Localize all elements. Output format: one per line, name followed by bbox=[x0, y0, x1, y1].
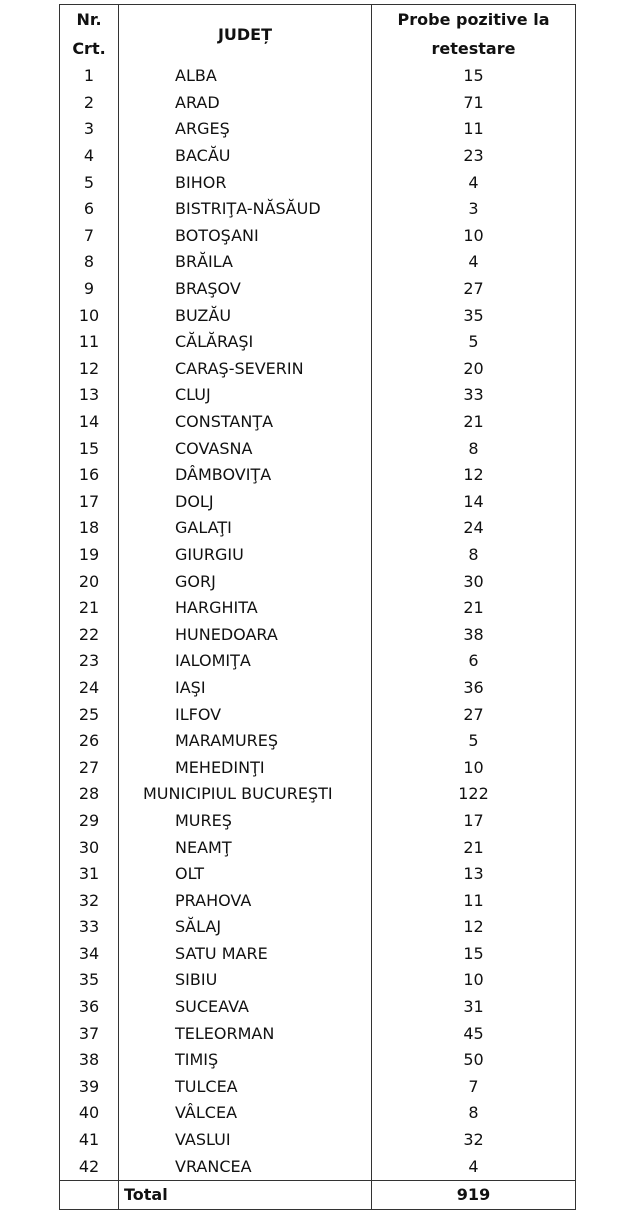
row-number: 2 bbox=[60, 90, 119, 117]
row-number: 6 bbox=[60, 196, 119, 223]
header-probe-pozitive: Probe pozitive la retestare bbox=[372, 5, 576, 64]
table-row bbox=[60, 887, 576, 914]
table-row bbox=[60, 675, 576, 702]
table-row bbox=[60, 223, 576, 250]
row-number: 32 bbox=[60, 887, 119, 914]
total-label: Total bbox=[119, 1180, 372, 1209]
county-name: IAŞI bbox=[119, 675, 372, 702]
positive-retest-count: 4 bbox=[372, 249, 576, 276]
table-row bbox=[60, 489, 576, 516]
table-row bbox=[60, 781, 576, 808]
table-row bbox=[60, 249, 576, 276]
row-number: 14 bbox=[60, 409, 119, 436]
positive-retest-count: 32 bbox=[372, 1127, 576, 1154]
county-name: CĂLĂRAŞI bbox=[119, 329, 372, 356]
row-number: 17 bbox=[60, 489, 119, 516]
county-name: GALAŢI bbox=[119, 515, 372, 542]
header-judet: JUDEȚ bbox=[119, 5, 372, 64]
positive-retest-count: 5 bbox=[372, 728, 576, 755]
positive-retest-count: 27 bbox=[372, 701, 576, 728]
county-name: MARAMUREŞ bbox=[119, 728, 372, 755]
table-row bbox=[60, 515, 576, 542]
total-nr-cell bbox=[60, 1180, 119, 1209]
table-row bbox=[60, 967, 576, 994]
county-name: BUZĂU bbox=[119, 302, 372, 329]
positive-retest-count: 8 bbox=[372, 542, 576, 569]
table-row bbox=[60, 462, 576, 489]
positive-retest-count: 36 bbox=[372, 675, 576, 702]
county-name: TIMIŞ bbox=[119, 1047, 372, 1074]
row-number: 22 bbox=[60, 621, 119, 648]
row-number: 1 bbox=[60, 63, 119, 90]
county-name: SĂLAJ bbox=[119, 914, 372, 941]
county-name: SATU MARE bbox=[119, 941, 372, 968]
positive-retest-count: 4 bbox=[372, 169, 576, 196]
positive-retest-count: 17 bbox=[372, 808, 576, 835]
table-row bbox=[60, 754, 576, 781]
county-name: DOLJ bbox=[119, 489, 372, 516]
county-name: PRAHOVA bbox=[119, 887, 372, 914]
county-name: CARAŞ-SEVERIN bbox=[119, 356, 372, 383]
positive-retest-count: 23 bbox=[372, 143, 576, 170]
county-name: CLUJ bbox=[119, 382, 372, 409]
row-number: 30 bbox=[60, 834, 119, 861]
positive-retest-count: 4 bbox=[372, 1153, 576, 1180]
county-name: OLT bbox=[119, 861, 372, 888]
county-name: IALOMIŢA bbox=[119, 648, 372, 675]
positive-retest-count: 10 bbox=[372, 967, 576, 994]
table-row bbox=[60, 169, 576, 196]
row-number: 3 bbox=[60, 116, 119, 143]
positive-retest-count: 3 bbox=[372, 196, 576, 223]
positive-retest-count: 13 bbox=[372, 861, 576, 888]
county-name: SIBIU bbox=[119, 967, 372, 994]
table-row bbox=[60, 409, 576, 436]
row-number: 9 bbox=[60, 276, 119, 303]
table-row bbox=[60, 1153, 576, 1180]
row-number: 37 bbox=[60, 1020, 119, 1047]
table-row bbox=[60, 1074, 576, 1101]
positive-retest-count: 14 bbox=[372, 489, 576, 516]
table-row bbox=[60, 382, 576, 409]
county-name: COVASNA bbox=[119, 435, 372, 462]
county-name: TULCEA bbox=[119, 1074, 372, 1101]
county-name: BACĂU bbox=[119, 143, 372, 170]
positive-retest-count: 27 bbox=[372, 276, 576, 303]
county-name: MEHEDINŢI bbox=[119, 754, 372, 781]
positive-retest-count: 20 bbox=[372, 356, 576, 383]
positive-retest-count: 15 bbox=[372, 941, 576, 968]
positive-retest-count: 33 bbox=[372, 382, 576, 409]
positive-retest-count: 10 bbox=[372, 754, 576, 781]
positive-retest-count: 21 bbox=[372, 409, 576, 436]
table-row bbox=[60, 143, 576, 170]
county-name: ARAD bbox=[119, 90, 372, 117]
row-number: 16 bbox=[60, 462, 119, 489]
positive-retest-count: 15 bbox=[372, 63, 576, 90]
row-number: 41 bbox=[60, 1127, 119, 1154]
row-number: 12 bbox=[60, 356, 119, 383]
positive-retest-count: 38 bbox=[372, 621, 576, 648]
positive-retest-count: 11 bbox=[372, 116, 576, 143]
county-name: ALBA bbox=[119, 63, 372, 90]
county-name: BOTOŞANI bbox=[119, 223, 372, 250]
county-name: ILFOV bbox=[119, 701, 372, 728]
positive-retest-count: 50 bbox=[372, 1047, 576, 1074]
positive-retest-count: 10 bbox=[372, 223, 576, 250]
row-number: 29 bbox=[60, 808, 119, 835]
header-nr-crt: Nr. Crt. bbox=[60, 5, 119, 64]
county-name: GIURGIU bbox=[119, 542, 372, 569]
table-row bbox=[60, 63, 576, 90]
positive-retest-count: 5 bbox=[372, 329, 576, 356]
county-name: CONSTANŢA bbox=[119, 409, 372, 436]
positive-retest-count: 6 bbox=[372, 648, 576, 675]
table-row bbox=[60, 568, 576, 595]
positive-retest-count: 21 bbox=[372, 834, 576, 861]
county-name: BIHOR bbox=[119, 169, 372, 196]
row-number: 39 bbox=[60, 1074, 119, 1101]
positive-retest-count: 122 bbox=[372, 781, 576, 808]
county-name: NEAMŢ bbox=[119, 834, 372, 861]
row-number: 31 bbox=[60, 861, 119, 888]
row-number: 33 bbox=[60, 914, 119, 941]
positive-retest-count: 71 bbox=[372, 90, 576, 117]
table-row bbox=[60, 595, 576, 622]
county-name: HARGHITA bbox=[119, 595, 372, 622]
row-number: 24 bbox=[60, 675, 119, 702]
county-name: MUREŞ bbox=[119, 808, 372, 835]
row-number: 42 bbox=[60, 1153, 119, 1180]
positive-retest-count: 12 bbox=[372, 914, 576, 941]
county-name: BRĂILA bbox=[119, 249, 372, 276]
county-name: VRANCEA bbox=[119, 1153, 372, 1180]
row-number: 21 bbox=[60, 595, 119, 622]
row-number: 20 bbox=[60, 568, 119, 595]
total-value: 919 bbox=[372, 1180, 576, 1209]
table-row bbox=[60, 941, 576, 968]
row-number: 27 bbox=[60, 754, 119, 781]
row-number: 10 bbox=[60, 302, 119, 329]
row-number: 38 bbox=[60, 1047, 119, 1074]
table-row bbox=[60, 1047, 576, 1074]
positive-retest-count: 8 bbox=[372, 1100, 576, 1127]
table-row bbox=[60, 834, 576, 861]
positive-retest-count: 45 bbox=[372, 1020, 576, 1047]
row-number: 36 bbox=[60, 994, 119, 1021]
table-row bbox=[60, 542, 576, 569]
county-name: ARGEŞ bbox=[119, 116, 372, 143]
row-number: 35 bbox=[60, 967, 119, 994]
row-number: 8 bbox=[60, 249, 119, 276]
results-table bbox=[59, 4, 576, 1210]
row-number: 34 bbox=[60, 941, 119, 968]
row-number: 4 bbox=[60, 143, 119, 170]
row-number: 40 bbox=[60, 1100, 119, 1127]
row-number: 18 bbox=[60, 515, 119, 542]
table-row bbox=[60, 356, 576, 383]
row-number: 5 bbox=[60, 169, 119, 196]
positive-retest-count: 8 bbox=[372, 435, 576, 462]
table-row bbox=[60, 116, 576, 143]
positive-retest-count: 35 bbox=[372, 302, 576, 329]
row-number: 11 bbox=[60, 329, 119, 356]
county-name: GORJ bbox=[119, 568, 372, 595]
positive-retest-count: 31 bbox=[372, 994, 576, 1021]
positive-retest-count: 21 bbox=[372, 595, 576, 622]
county-name: VASLUI bbox=[119, 1127, 372, 1154]
table-row bbox=[60, 90, 576, 117]
county-name: VÂLCEA bbox=[119, 1100, 372, 1127]
positive-retest-count: 11 bbox=[372, 887, 576, 914]
table-row bbox=[60, 808, 576, 835]
row-number: 28 bbox=[60, 781, 119, 808]
positive-retest-count: 24 bbox=[372, 515, 576, 542]
county-name: HUNEDOARA bbox=[119, 621, 372, 648]
table-row bbox=[60, 435, 576, 462]
table-body bbox=[60, 63, 576, 1180]
header-row bbox=[60, 5, 576, 64]
row-number: 7 bbox=[60, 223, 119, 250]
row-number: 23 bbox=[60, 648, 119, 675]
table-row bbox=[60, 994, 576, 1021]
county-name: BRAŞOV bbox=[119, 276, 372, 303]
table-row bbox=[60, 196, 576, 223]
county-name: SUCEAVA bbox=[119, 994, 372, 1021]
row-number: 15 bbox=[60, 435, 119, 462]
row-number: 19 bbox=[60, 542, 119, 569]
total-row bbox=[60, 1180, 576, 1209]
row-number: 26 bbox=[60, 728, 119, 755]
county-name: TELEORMAN bbox=[119, 1020, 372, 1047]
table-row bbox=[60, 1127, 576, 1154]
positive-retest-count: 12 bbox=[372, 462, 576, 489]
table-row bbox=[60, 621, 576, 648]
table-row bbox=[60, 276, 576, 303]
table-row bbox=[60, 302, 576, 329]
table-row bbox=[60, 329, 576, 356]
table-row bbox=[60, 701, 576, 728]
table-row bbox=[60, 1100, 576, 1127]
table-row bbox=[60, 861, 576, 888]
table-row bbox=[60, 648, 576, 675]
table-row bbox=[60, 1020, 576, 1047]
county-name: BISTRIŢA-NĂSĂUD bbox=[119, 196, 372, 223]
county-name: MUNICIPIUL BUCUREŞTI bbox=[119, 781, 372, 808]
table-row bbox=[60, 728, 576, 755]
table-row bbox=[60, 914, 576, 941]
positive-retest-count: 30 bbox=[372, 568, 576, 595]
row-number: 13 bbox=[60, 382, 119, 409]
county-name: DÂMBOVIŢA bbox=[119, 462, 372, 489]
positive-retest-count: 7 bbox=[372, 1074, 576, 1101]
row-number: 25 bbox=[60, 701, 119, 728]
